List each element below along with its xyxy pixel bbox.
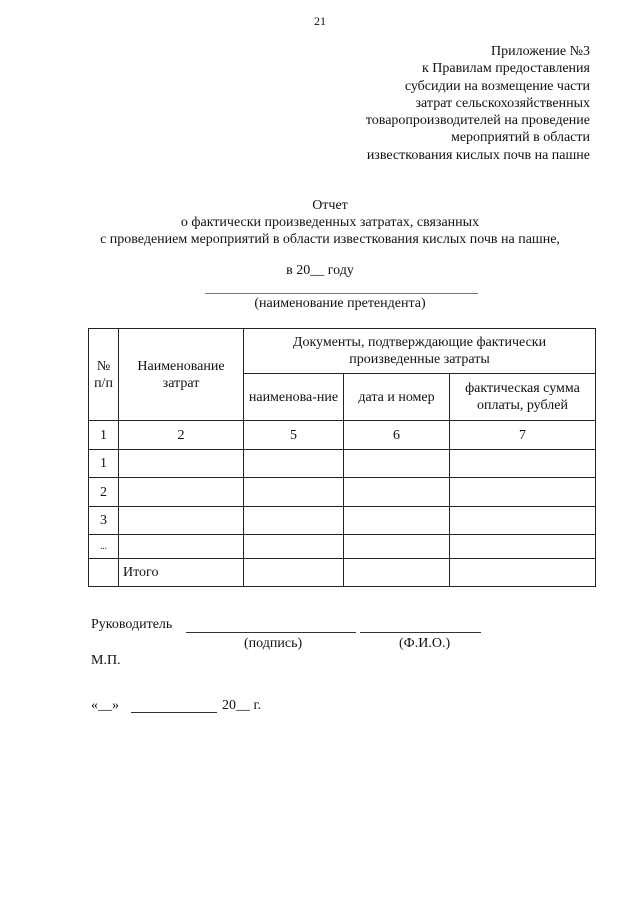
expenses-table (88, 328, 596, 587)
index-cell: 1 (89, 421, 119, 450)
header-documents: Документы, подтверждающие фактически произведенные затраты (244, 329, 596, 374)
date-month-line[interactable] (131, 712, 217, 713)
signature-caption: (подпись) (244, 636, 303, 651)
appendix-line: к Правилам предоставления (421, 61, 590, 77)
appendix-line: Приложение №3 (491, 44, 590, 59)
signature-line[interactable] (186, 632, 356, 633)
header-number: № п/п (89, 329, 119, 421)
empty-cell[interactable] (450, 559, 596, 587)
header-doc-date: дата и номер (344, 374, 450, 421)
empty-cell[interactable] (244, 559, 344, 587)
empty-cell[interactable] (450, 478, 596, 507)
title-line-3: с проведением мероприятий в области известкования кислых почв на пашне, (100, 232, 560, 247)
name-line[interactable] (360, 632, 481, 633)
appendix-line: затрат сельскохозяйственных (415, 95, 590, 111)
index-cell: 5 (244, 421, 344, 450)
row-number: ... (89, 535, 119, 559)
title-line-1: Отчет (312, 198, 348, 213)
empty-cell[interactable] (344, 559, 450, 587)
table-row (89, 450, 596, 478)
empty-cell[interactable] (450, 507, 596, 535)
table-total-row (89, 559, 596, 587)
empty-cell[interactable] (344, 535, 450, 559)
date-day: «__» (91, 698, 119, 713)
row-number: 1 (89, 450, 119, 478)
empty-cell[interactable] (344, 507, 450, 535)
header-doc-sum: фактическая сумма оплаты, рублей (450, 374, 596, 421)
empty-cell[interactable] (119, 478, 244, 507)
appendix-header (340, 43, 590, 164)
empty-cell[interactable] (244, 535, 344, 559)
empty-cell[interactable] (119, 507, 244, 535)
empty-cell[interactable] (450, 535, 596, 559)
total-label: Итого (119, 559, 244, 587)
title-line-2: о фактически произведенных затратах, связанных (180, 215, 480, 230)
row-number: 3 (89, 507, 119, 535)
table-row (89, 507, 596, 535)
empty-cell[interactable] (119, 535, 244, 559)
page-number: 21 (314, 14, 326, 28)
index-cell: 7 (450, 421, 596, 450)
appendix-line: мероприятий в области (450, 130, 590, 146)
empty-cell[interactable] (244, 450, 344, 478)
header-doc-name: наименова-ние (244, 374, 344, 421)
appendix-line: субсидии на возмещение части (404, 78, 590, 94)
empty-cell[interactable] (344, 478, 450, 507)
header-expense-name: Наименование затрат (119, 329, 244, 421)
table-row (89, 535, 596, 559)
table-row (89, 478, 596, 507)
empty-cell[interactable] (119, 450, 244, 478)
applicant-name-line (205, 293, 478, 294)
table-index-row (89, 421, 596, 450)
manager-label: Руководитель (91, 617, 173, 632)
empty-cell[interactable] (244, 478, 344, 507)
applicant-caption: (наименование претендента) (254, 296, 426, 311)
appendix-line: товаропроизводителей на проведение (365, 113, 590, 129)
table-header-row (89, 329, 596, 374)
empty-cell[interactable] (344, 450, 450, 478)
row-number: 2 (89, 478, 119, 507)
stamp-label: М.П. (91, 653, 121, 668)
report-title (60, 197, 600, 248)
index-cell: 2 (119, 421, 244, 450)
index-cell: 6 (344, 421, 450, 450)
empty-cell (89, 559, 119, 587)
report-year: в 20__ году (286, 263, 354, 278)
empty-cell[interactable] (244, 507, 344, 535)
empty-cell[interactable] (450, 450, 596, 478)
date-year: 20__ г. (222, 698, 262, 713)
appendix-line: известкования кислых почв на пашне (366, 147, 590, 163)
name-caption: (Ф.И.О.) (399, 636, 451, 651)
